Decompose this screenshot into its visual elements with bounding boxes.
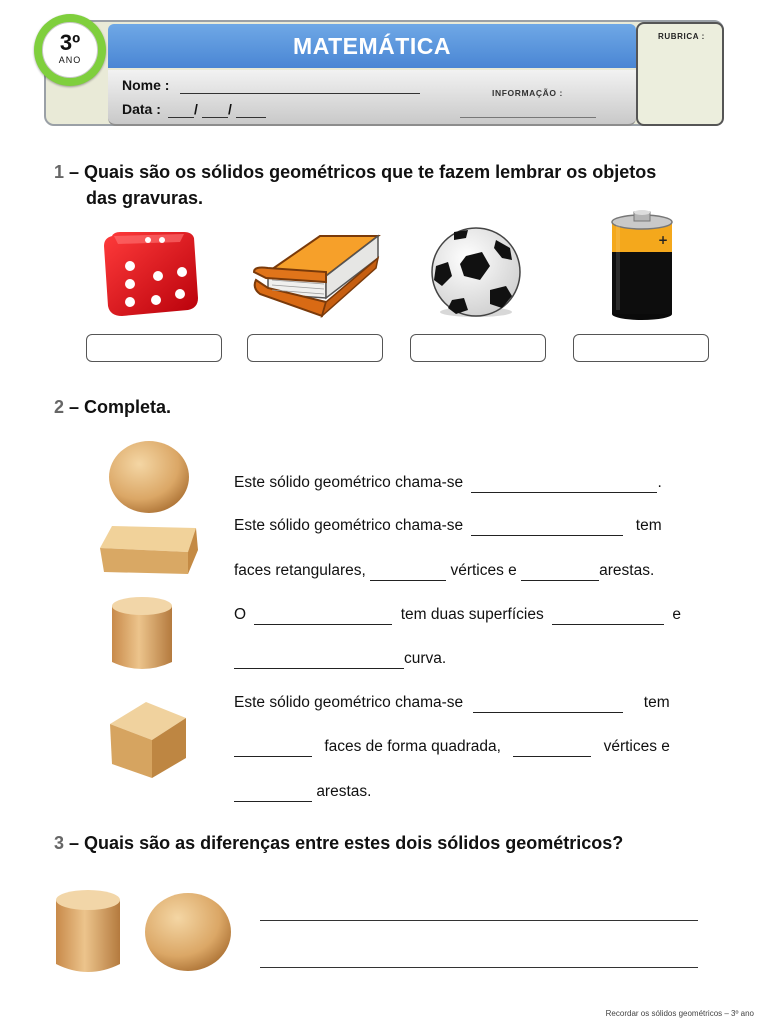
sentence-text: Este sólido geométrico chama-se <box>234 517 464 534</box>
blank-sphere-name[interactable] <box>471 474 657 493</box>
question-1-cont: das gravuras. <box>86 188 204 208</box>
sentence-4-cont <box>234 738 670 757</box>
data-separator: / <box>194 101 198 117</box>
blank-cube-faces[interactable] <box>234 738 312 757</box>
rubrica-label: RUBRICA : <box>658 32 705 41</box>
nome-label: Nome : <box>122 77 170 93</box>
cube-image <box>106 698 190 782</box>
blank-cube-name[interactable] <box>473 694 623 713</box>
answer-line-1[interactable] <box>260 920 698 921</box>
red-dice-image <box>100 228 204 322</box>
answer-box-3[interactable] <box>410 334 546 362</box>
data-year-field[interactable] <box>236 117 266 118</box>
sentence-2 <box>234 517 662 536</box>
sentence-text: arestas. <box>316 783 372 800</box>
question-1 <box>54 159 656 185</box>
sentence-2-cont <box>234 562 654 581</box>
answer-box-2[interactable] <box>247 334 383 362</box>
answer-line-2[interactable] <box>260 967 698 968</box>
question-number: 2 <box>54 397 65 417</box>
cylinder-image <box>52 886 124 978</box>
blank-cylinder-surfaces[interactable] <box>552 606 664 625</box>
battery-image <box>608 210 678 322</box>
nome-field[interactable] <box>180 93 420 94</box>
question-text: – Completa. <box>69 397 172 417</box>
data-label: Data : <box>122 101 161 117</box>
sentence-3-cont <box>234 650 446 669</box>
question-number: 1 <box>54 162 65 182</box>
question-text: – Quais são as diferenças entre estes dois sólidos geométricos? <box>69 833 624 853</box>
sentence-text: vértices e <box>603 738 670 755</box>
sentence-text: Este sólido geométrico chama-se <box>234 694 464 711</box>
rectangular-prism-image <box>96 522 200 578</box>
sentence-text: tem <box>635 517 662 534</box>
informacao-label: INFORMAÇÃO : <box>492 88 563 98</box>
sphere-image <box>106 440 192 516</box>
question-2 <box>54 394 171 420</box>
question-number: 3 <box>54 833 65 853</box>
answer-box-4[interactable] <box>573 334 709 362</box>
question-3 <box>54 830 623 856</box>
sentence-text: . <box>657 474 662 491</box>
grade-badge-inner <box>42 22 98 78</box>
sentence-text: tem <box>643 694 670 711</box>
sentence-text: O <box>234 606 247 623</box>
cylinder-image <box>108 594 176 674</box>
orange-book-image <box>250 232 382 322</box>
blank-prism-name[interactable] <box>471 517 623 536</box>
answer-box-1[interactable] <box>86 334 222 362</box>
grade-label: ANO <box>58 55 82 65</box>
blank-cube-vertices[interactable] <box>513 738 591 757</box>
sentence-text: curva. <box>404 650 447 667</box>
soccer-ball-image <box>426 226 526 320</box>
sentence-text: e <box>672 606 681 623</box>
page-title: MATEMÁTICA <box>293 33 451 59</box>
sentence-text: tem duas superfícies <box>400 606 544 623</box>
blank-prism-edges[interactable] <box>521 562 599 581</box>
sentence-text: arestas. <box>599 562 655 579</box>
blank-cylinder-name[interactable] <box>254 606 392 625</box>
sentence-text: faces retangulares, <box>234 562 366 579</box>
grade-number: 3º <box>59 30 81 55</box>
svg-text:+: + <box>658 233 669 247</box>
data-day-field[interactable] <box>168 117 194 118</box>
data-month-field[interactable] <box>202 117 228 118</box>
data-separator: / <box>228 101 232 117</box>
question-text: – Quais são os sólidos geométricos que te fazem lembrar os objetos <box>69 162 657 182</box>
blank-cube-edges[interactable] <box>234 783 312 802</box>
sentence-4-cont2 <box>234 783 371 802</box>
sentence-4 <box>234 694 670 713</box>
informacao-field[interactable] <box>460 117 596 118</box>
sentence-3 <box>234 606 681 625</box>
sentence-text: Este sólido geométrico chama-se <box>234 474 464 491</box>
blank-cylinder-curve[interactable] <box>234 650 404 669</box>
blank-prism-vertices[interactable] <box>370 562 446 581</box>
sphere-image <box>142 892 234 974</box>
footer-text: Recordar os sólidos geométricos – 3º ano <box>605 1009 754 1018</box>
sentence-text: faces de forma quadrada, <box>324 738 501 755</box>
sentence-1 <box>234 474 662 493</box>
sentence-text: vértices e <box>450 562 517 579</box>
